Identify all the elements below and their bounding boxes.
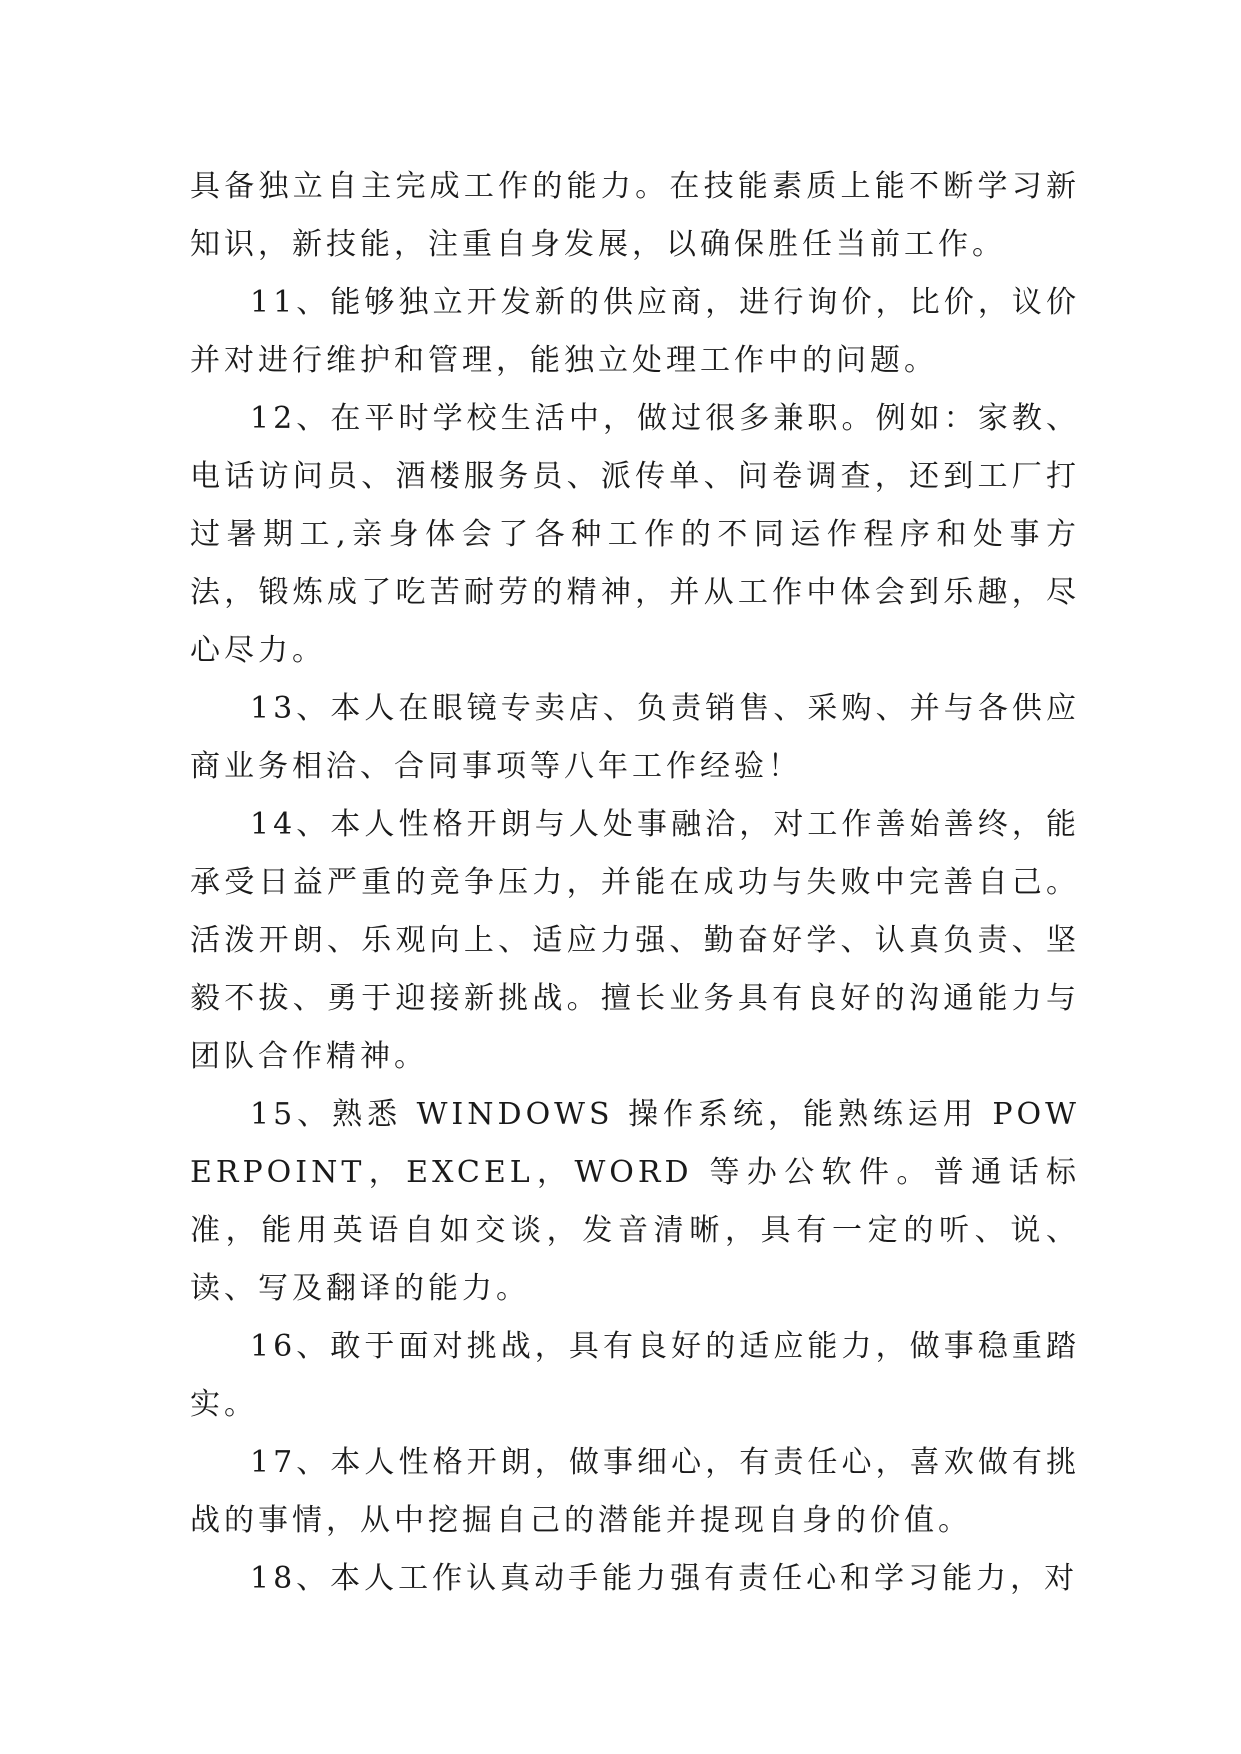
paragraph-item-14: 14、本人性格开朗与人处事融洽，对工作善始善终，能承受日益严重的竞争压力，并能在成功与失败中完善自己。活泼开朗、乐观向上、适应力强、勤奋好学、认真负责、坚毅不拔、勇于迎接新挑战。擅长业务具有良好的沟通能力与团队合作精神。 [190, 807, 1080, 1074]
paragraph-item-17: 17、本人性格开朗，做事细心，有责任心，喜欢做有挑战的事情，从中挖掘自己的潜能并提现自身的价值。 [190, 1445, 1080, 1538]
document-body [190, 158, 1080, 1608]
paragraph-item-16: 16、敢于面对挑战，具有良好的适应能力，做事稳重踏实。 [190, 1329, 1080, 1422]
paragraph-item-13: 13、本人在眼镜专卖店、负责销售、采购、并与各供应商业务相洽、合同事项等八年工作经验！ [190, 691, 1080, 784]
paragraph-item-12: 12、在平时学校生活中，做过很多兼职。例如：家教、电话访问员、酒楼服务员、派传单、问卷调查，还到工厂打过暑期工,亲身体会了各种工作的不同运作程序和处事方法，锻炼成了吃苦耐劳的精神，并从工作中体会到乐趣，尽心尽力。 [190, 401, 1080, 668]
paragraph-continuation: 具备独立自主完成工作的能力。在技能素质上能不断学习新知识，新技能，注重自身发展，以确保胜任当前工作。 [190, 169, 1080, 262]
paragraph-item-15: 15、熟悉 WINDOWS 操作系统，能熟练运用 POWERPOINT，EXCEL，WORD 等办公软件。普通话标准，能用英语自如交谈，发音清晰，具有一定的听、说、读、写及翻译的能力。 [190, 1097, 1080, 1306]
paragraph-item-18: 18、本人工作认真动手能力强有责任心和学习能力，对 [250, 1561, 1079, 1596]
paragraph-item-11: 11、能够独立开发新的供应商，进行询价，比价，议价并对进行维护和管理，能独立处理工作中的问题。 [190, 285, 1080, 378]
